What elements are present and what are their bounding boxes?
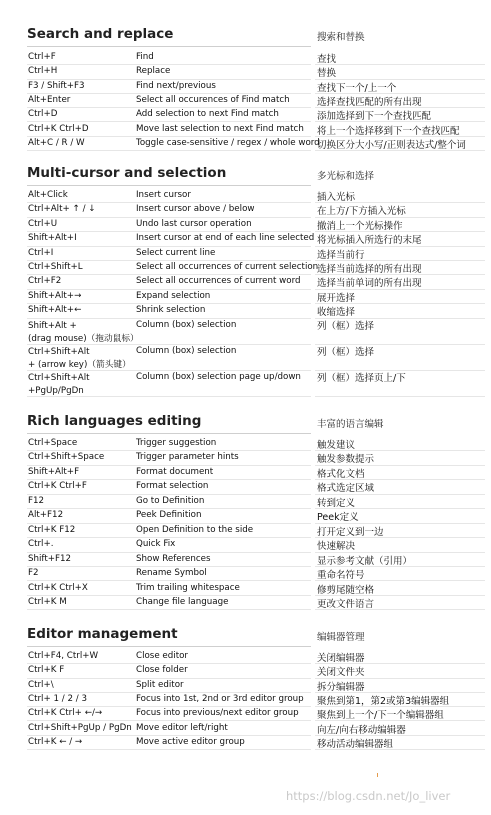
shortcut-row [0,708,491,722]
shortcut-key: Ctrl+K Ctrl+D [28,123,89,134]
shortcut-key: Ctrl+K Ctrl+F [28,481,87,492]
row-divider [27,609,311,610]
shortcut-description: Format selection [136,481,209,492]
shortcut-key: Ctrl+K Ctrl+X [28,582,88,593]
shortcut-description: Insert cursor above / below [136,204,255,215]
row-divider [27,107,311,108]
shortcut-description-cn: 向左/向右移动编辑器 [317,724,406,736]
shortcut-description-cn: 收缩选择 [317,307,356,319]
row-divider [27,566,311,567]
shortcut-description-cn: 触发建议 [317,440,356,451]
shortcut-description-cn: 关闭编辑器 [317,653,365,664]
shortcut-key: Ctrl+K M [28,596,67,607]
section-title-cn: 搜索和替换 [317,32,365,43]
shortcut-description-cn: 快速解决 [317,541,356,553]
shortcut-key: Ctrl+Shift+Alt + (arrow key)（箭头键） [28,346,131,370]
shortcut-row [0,320,491,346]
row-divider [27,344,311,345]
row-divider [27,720,311,721]
row-divider [27,552,311,553]
shortcut-row [0,680,491,694]
shortcut-key: Ctrl+F4, Ctrl+W [28,651,99,661]
shortcut-row [0,481,491,495]
row-divider [27,260,311,261]
row-divider [27,465,311,466]
marker-tick [377,773,378,777]
row-divider [27,136,311,137]
shortcut-key: F12 [28,495,45,506]
row-divider [27,231,311,232]
shortcut-description: Insert cursor [136,190,191,200]
shortcut-key: Ctrl+K Ctrl+ ←/→ [28,708,103,719]
shortcut-description: Change file language [136,596,229,607]
section-title: Rich languages editing [27,413,202,429]
shortcut-description: Column (box) selection page up/down [136,371,301,382]
row-divider [27,735,311,736]
row-divider [27,150,311,151]
shortcut-key: Ctrl+Alt+ ↑ / ↓ [28,204,96,215]
row-divider [27,663,311,664]
section-divider [27,46,311,47]
shortcut-row [0,109,491,123]
row-divider [27,749,311,750]
shortcut-row [0,597,491,611]
shortcut-description: Quick Fix [136,539,176,550]
row-divider [27,121,311,122]
shortcut-row [0,124,491,138]
shortcut-description-cn: Peek定义 [317,512,359,524]
shortcut-row [0,248,491,262]
shortcut-row [0,276,491,290]
shortcut-row [0,496,491,510]
shortcut-key: Ctrl+. [28,539,54,550]
row-divider [27,523,311,524]
shortcut-description: Close editor [136,651,188,661]
shortcut-key: Alt+C / R / W [28,137,85,148]
section-title-cn: 多光标和选择 [317,171,375,182]
row-divider [27,217,311,218]
section-divider [27,433,311,434]
shortcut-description: Toggle case-sensitive / regex / whole word [136,137,320,148]
row-divider [27,494,311,495]
shortcut-row [0,510,491,524]
shortcut-key: Alt+F12 [28,510,64,521]
shortcut-key: F2 [28,568,39,579]
shortcut-row [0,438,491,452]
shortcut-description: Move last selection to next Find match [136,123,304,134]
shortcut-key: Ctrl+K F12 [28,524,76,535]
shortcut-key: Ctrl+K F [28,665,65,676]
row-divider [27,93,311,94]
shortcut-description-cn: 查找下一个/上一个 [317,82,397,94]
row-divider [27,64,311,65]
shortcut-key: Ctrl+F [28,52,56,62]
shortcut-description-cn: 修剪尾随空格 [317,584,375,596]
row-divider [27,202,311,203]
shortcut-key: Ctrl+I [28,247,54,258]
section-title: Multi-cursor and selection [27,165,227,181]
row-divider [27,289,311,290]
row-divider [27,303,311,304]
shortcut-row [0,291,491,305]
row-divider [27,246,311,247]
shortcut-key: Alt+Enter [28,94,71,105]
shortcut-description-cn: 关闭文件夹 [317,667,365,679]
shortcut-row [0,204,491,218]
shortcut-key: Shift+Alt+I [28,233,77,244]
shortcut-description-cn: 选择当前选择的所有出现 [317,264,422,275]
shortcut-description-cn: 插入光标 [317,192,356,203]
shortcut-key: Shift+Alt+→ [28,290,82,301]
shortcut-row [0,346,491,372]
row-divider-cn [315,64,485,65]
shortcut-description-cn: 打开定义到一边 [317,526,384,538]
shortcut-key: Ctrl+U [28,218,58,229]
shortcut-row [0,694,491,708]
row-divider [27,678,311,679]
shortcut-description-cn: 聚焦到第1，第2或第3编辑器组 [317,695,450,707]
shortcut-description: Column (box) selection [136,319,237,330]
row-divider [27,537,311,538]
row-divider [27,318,311,319]
shortcut-row [0,723,491,737]
shortcut-key: Ctrl+\ [28,679,54,690]
shortcut-row [0,219,491,233]
shortcut-row [0,52,491,66]
shortcut-description: Rename Symbol [136,568,207,579]
section-divider [27,646,311,647]
shortcut-row [0,81,491,95]
shortcut-row [0,554,491,568]
shortcut-row [0,665,491,679]
shortcut-description: Select all occurrences of current selection [136,262,319,272]
shortcut-description: Select all occurrences of current word [136,276,301,287]
shortcut-description-cn: 选择查找匹配的所有出现 [317,96,422,108]
section-divider [27,185,311,186]
shortcut-description-cn: 移动活动编辑器组 [317,738,394,750]
shortcut-description-cn: 列（框）选择页上/下 [317,372,406,384]
row-divider [27,479,311,480]
shortcut-description-cn: 替换 [317,68,337,80]
shortcut-description: Focus into previous/next editor group [136,708,299,719]
shortcut-key: Shift+Alt+← [28,305,82,316]
row-divider-cn [315,396,485,397]
row-divider [27,580,311,581]
watermark: https://blog.csdn.net/Jo_liver [286,789,451,803]
row-divider [27,595,311,596]
shortcut-description: Format document [136,466,214,477]
shortcut-row [0,262,491,276]
shortcut-description-cn: 格式选定区域 [317,483,375,495]
shortcut-description-cn: 列（框）选择 [317,346,375,358]
shortcut-description-cn: 在上方/下方插入光标 [317,206,406,218]
shortcut-description-cn: 添加选择到下一个查找匹配 [317,111,432,123]
shortcut-key: Shift+F12 [28,553,72,564]
row-divider [27,396,311,397]
shortcut-description: Trigger suggestion [136,438,217,448]
shortcut-description: Close folder [136,665,188,676]
row-divider [27,79,311,80]
section-title-cn: 丰富的语言编辑 [317,419,384,430]
shortcut-key: Ctrl+Space [28,438,78,448]
shortcut-description-cn: 转到定义 [317,497,356,509]
shortcut-description: Split editor [136,679,184,690]
shortcut-description: Focus into 1st, 2nd or 3rd editor group [136,693,304,704]
shortcut-description: Add selection to next Find match [136,109,279,120]
shortcut-description: Shrink selection [136,305,206,316]
shortcut-row [0,138,491,152]
shortcut-description-cn: 将上一个选择移到下一个查找匹配 [317,125,460,137]
shortcut-description: Undo last cursor operation [136,218,252,229]
shortcut-description-cn: 列（框）选择 [317,320,375,332]
shortcut-description-cn: 触发参数提示 [317,454,375,466]
shortcut-description-cn: 更改文件语言 [317,598,375,610]
shortcut-key: Ctrl+ 1 / 2 / 3 [28,693,87,704]
shortcut-row [0,525,491,539]
shortcut-description: Replace [136,66,171,77]
shortcut-description-cn: 将光标插入所选行的末尾 [317,235,422,247]
row-divider [27,692,311,693]
shortcut-description: Go to Definition [136,495,205,506]
shortcut-row [0,95,491,109]
shortcut-description: Show References [136,553,211,564]
shortcut-description: Trim trailing whitespace [136,582,240,593]
shortcut-description-cn: 显示参考文献（引用） [317,555,413,567]
shortcut-row [0,737,491,751]
shortcut-row [0,583,491,597]
shortcut-description-cn: 拆分编辑器 [317,681,365,693]
shortcut-row [0,66,491,80]
shortcut-key: Ctrl+D [28,109,58,120]
shortcut-description-cn: 撤消上一个光标操作 [317,220,403,232]
shortcut-description-cn: 查找 [317,54,337,65]
row-divider [27,450,311,451]
row-divider [27,274,311,275]
shortcut-description-cn: 展开选择 [317,292,356,304]
row-divider [27,370,311,371]
shortcut-row [0,568,491,582]
shortcut-row [0,539,491,553]
shortcut-key: Alt+Click [28,190,68,200]
shortcut-description: Open Definition to the side [136,524,254,535]
shortcut-key: Shift+Alt+F [28,466,80,477]
shortcut-description-cn: 重命名符号 [317,570,365,582]
shortcut-key: Ctrl+Shift+Space [28,452,105,463]
shortcut-description-cn: 选择当前行 [317,249,365,261]
shortcut-row [0,452,491,466]
shortcut-row [0,190,491,204]
shortcut-description-cn: 切换区分大小写/正则表达式/整个词 [317,139,466,151]
shortcut-key: F3 / Shift+F3 [28,80,85,91]
row-divider-cn [315,150,485,151]
shortcut-description: Trigger parameter hints [136,452,239,463]
shortcut-description-cn: 聚焦到上一个/下一个编辑器组 [317,710,444,722]
shortcut-row [0,467,491,481]
shortcut-description: Find [136,52,154,62]
shortcut-description: Find next/previous [136,80,216,91]
shortcut-key: Ctrl+K ← / → [28,736,83,747]
shortcut-description: Insert cursor at end of each line selected [136,233,315,244]
shortcut-key: Ctrl+Shift+Alt +PgUp/PgDn [28,372,90,396]
shortcut-description: Select current line [136,247,216,258]
shortcut-description-cn: 选择当前单词的所有出现 [317,278,422,290]
shortcut-description: Select all occurences of Find match [136,94,290,105]
section-title: Editor management [27,626,178,642]
shortcut-description: Move active editor group [136,736,245,747]
row-divider [27,706,311,707]
shortcut-row [0,233,491,247]
shortcut-description: Peek Definition [136,510,202,521]
shortcut-key: Shift+Alt + (drag mouse)（拖动鼠标） [28,320,139,344]
shortcut-description-cn: 格式化文档 [317,468,365,480]
shortcut-row [0,372,491,398]
shortcut-key: Ctrl+H [28,66,58,77]
shortcut-description: Expand selection [136,290,211,301]
shortcut-description: Column (box) selection [136,345,237,356]
shortcut-row [0,305,491,319]
shortcut-row [0,651,491,665]
row-divider-cn [315,609,485,610]
section-title-cn: 编辑器管理 [317,632,365,643]
shortcut-description: Move editor left/right [136,722,228,733]
shortcut-key: Ctrl+F2 [28,276,62,287]
row-divider-cn [315,749,485,750]
shortcut-key: Ctrl+Shift+PgUp / PgDn [28,722,132,733]
shortcut-key: Ctrl+Shift+L [28,262,83,272]
section-title: Search and replace [27,26,174,42]
row-divider [27,508,311,509]
